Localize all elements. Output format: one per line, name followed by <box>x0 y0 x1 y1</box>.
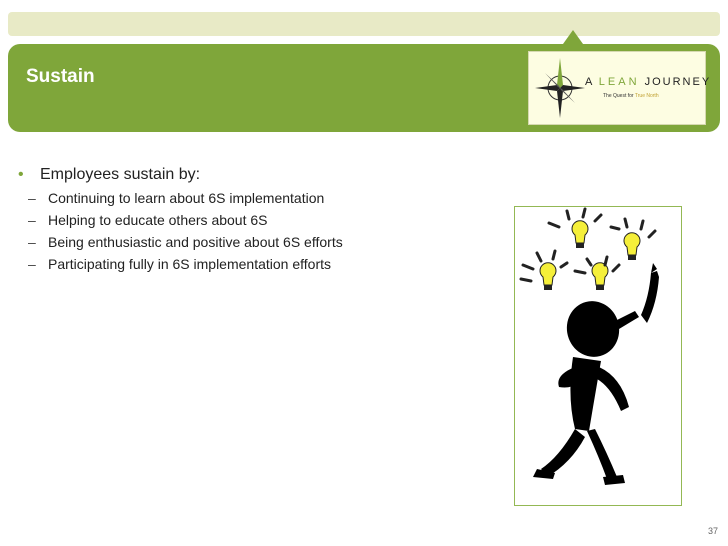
title-bar-notch <box>563 30 583 44</box>
sub-bullet <box>18 234 498 256</box>
dash-icon: – <box>28 212 36 228</box>
idea-illustration <box>514 206 682 506</box>
sub-bullet-text: Helping to educate others about 6S <box>48 212 268 228</box>
logo-prefix: A <box>585 76 594 88</box>
logo-tagline <box>603 93 659 99</box>
sub-bullet-list <box>18 190 498 278</box>
compass-icon <box>535 56 585 120</box>
logo-journey: JOURNEY <box>644 76 712 88</box>
title-bar <box>8 44 720 132</box>
lean-journey-logo <box>528 51 712 125</box>
header-decor-strip <box>8 12 720 36</box>
sub-bullet <box>18 190 498 212</box>
main-bullet-text: Employees sustain by: <box>40 166 201 183</box>
logo-lean: LEAN <box>598 76 640 88</box>
dash-icon: – <box>28 234 36 250</box>
sub-bullet-text: Continuing to learn about 6S implementation <box>48 190 325 206</box>
sub-bullet <box>18 212 498 234</box>
logo-title <box>585 76 711 88</box>
logo-tagline-text: The Quest for <box>603 93 634 99</box>
logo-tagline-accent: True North <box>634 93 659 99</box>
idea-person-lightbulbs-icon <box>515 207 681 505</box>
sub-bullet <box>18 256 498 278</box>
slide-content <box>18 166 498 278</box>
bullet-dot-icon: • <box>18 166 24 183</box>
main-bullet <box>18 166 498 184</box>
sub-bullet-text: Being enthusiastic and positive about 6S efforts <box>48 234 343 250</box>
dash-icon: – <box>28 256 36 272</box>
page-number: 37 <box>707 526 718 536</box>
slide-title: Sustain <box>26 66 95 87</box>
dash-icon: – <box>28 190 36 206</box>
sub-bullet-text: Participating fully in 6S implementation efforts <box>48 256 331 272</box>
